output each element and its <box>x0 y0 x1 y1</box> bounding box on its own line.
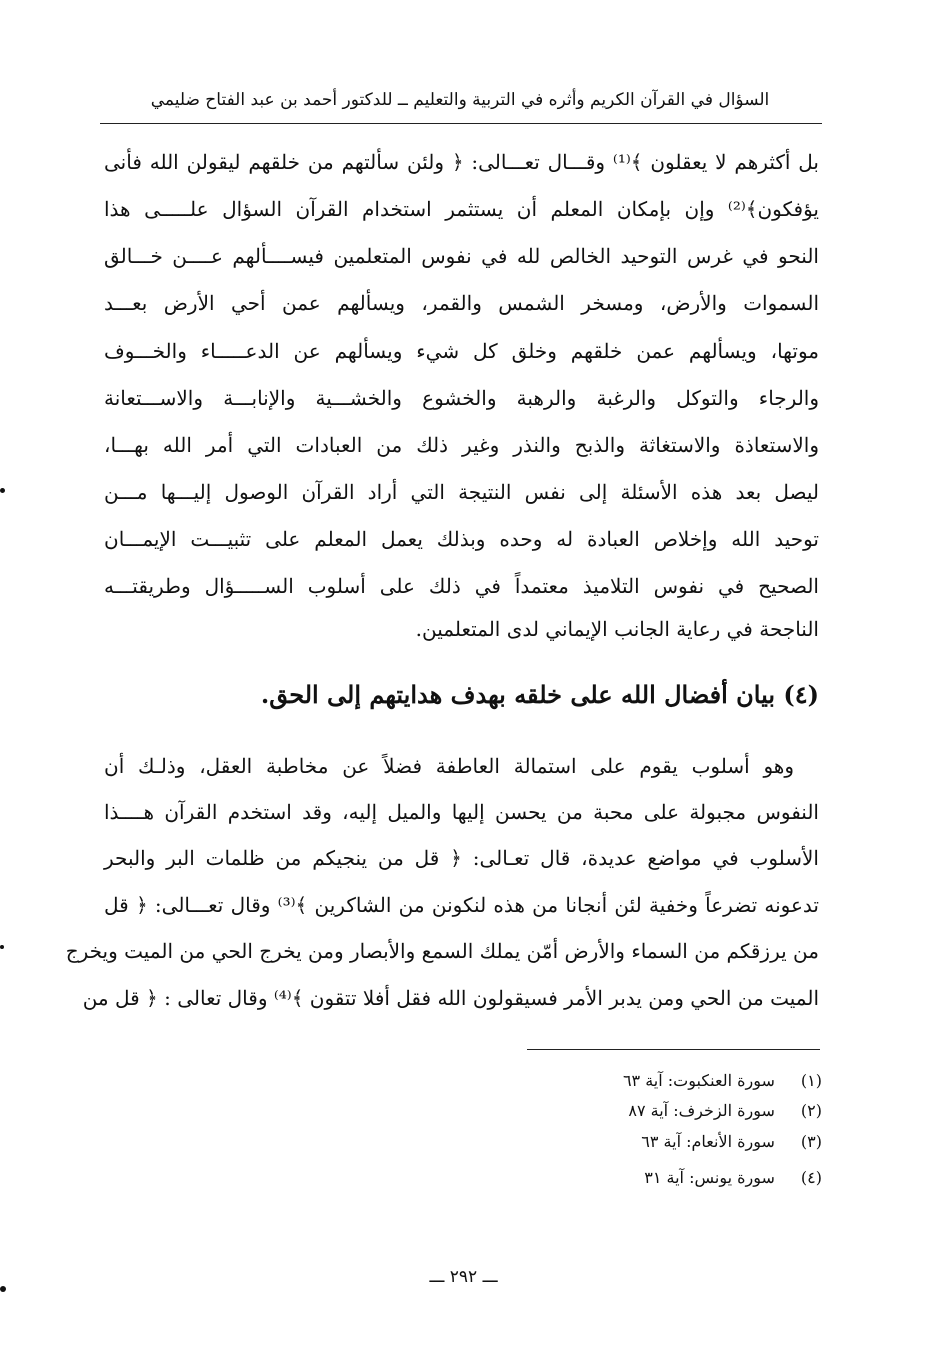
footnote-number: (٤) <box>800 1168 822 1187</box>
body-line: والاستعاذة والاستغاثة والذبح والنذر وغير ذلك من العبادات التي أمر الله بهـــا، <box>104 433 819 457</box>
body-line: النحو في غرس التوحيد الخالص لله في نفوس المتعلمين فيســــألهم عــــن خـــالق <box>104 244 819 268</box>
footnote <box>492 1163 822 1193</box>
scan-speck <box>0 1286 6 1292</box>
page-number: ـــ ٢٩٢ ـــ <box>429 1267 498 1287</box>
scan-speck <box>0 488 5 493</box>
body-line: الصحيح في نفوس التلاميذ معتمداً في ذلك على أسلوب الســـــؤال وطريقتـــه <box>104 574 819 598</box>
body-line-indented: وهو أسلوب يقوم على استمالة العاطفة فضلاً عن مخاطبة العقل، وذلـك أن <box>104 754 794 778</box>
header-rule <box>100 123 822 124</box>
footnote-rule <box>527 1049 820 1050</box>
body-line: بل أكثرهم لا يعقلون ﴾⁽¹⁾ وقـــال تعـــالى: ﴿ ولئن سألتهم من خلقهم ليقولن الله فأنى <box>104 150 819 174</box>
footnote-number: (٣) <box>800 1132 822 1151</box>
body-line: الميت من الحي ومن يدبر الأمر فسيقولون الله فقل أفلا تتقون ﴾⁽⁴⁾ وقال تعالى : ﴿ قل من <box>82 986 819 1010</box>
body-line: توحيد الله وإخلاص العبادة له وحده وبذلك يعمل المعلم على تثبيـــت الإيمـــان <box>104 527 819 551</box>
footnote-number: (٢) <box>800 1101 822 1120</box>
footnote-text: سورة الزخرف: آية ٨٧ <box>628 1101 775 1120</box>
footnote-number: (١) <box>800 1071 822 1090</box>
body-line: الناجحة في رعاية الجانب الإيماني لدى المتعلمين. <box>415 617 819 641</box>
body-line: موتها، ويسألهم عمن خلقهم وخلق كل شيء ويسألهم عن الدعـــــاء والخـــوف <box>104 339 819 363</box>
footnote <box>492 1096 822 1126</box>
body-line: ليصل بعد هذه الأسئلة إلى نفس النتيجة التي أراد القرآن الوصول إليـــها مـــن <box>104 480 819 504</box>
scan-speck <box>0 945 4 949</box>
section-heading: (٤) بيان أفضال الله على خلقه بهدف هدايتهم إلى الحق. <box>260 680 819 709</box>
footnote-text: سورة يونس: آية ٣١ <box>644 1168 775 1187</box>
running-header: السؤال في القرآن الكريم وأثره في التربية والتعليم ــ للدكتور أحمد بن عبد الفتاح ضليمي <box>150 90 770 110</box>
body-line: السموات والأرض، ومسخر الشمس والقمر، ويسألهم عمن أحي الأرض بعـــد <box>104 291 819 315</box>
footnote <box>492 1127 822 1157</box>
footnote-text: سورة الأنعام: آية ٦٣ <box>641 1132 775 1151</box>
body-line: تدعونه تضرعاً وخفية لئن أنجانا من هذه لنكونن من الشاكرين ﴾⁽³⁾ وقال تعـــالى: ﴿ قل <box>104 893 820 917</box>
footnote-text: سورة العنكبوت: آية ٦٣ <box>622 1071 775 1090</box>
body-line: يؤفكون﴾⁽²⁾ وإن بإمكان المعلم أن يستثمر استخدام القرآن السؤال علـــــى هذا <box>104 197 819 221</box>
body-line: من يرزقكم من السماء والأرض أمّن يملك السمع والأبصار ومن يخرج الحي من الميت ويخرج <box>65 939 819 963</box>
footnote <box>492 1066 822 1096</box>
body-line: الأسلوب في مواضع عديدة، قال تعـالى: ﴿ قل من ينجيكم من ظلمات البر والبحر <box>104 846 819 870</box>
body-line: والرجاء والتوكل والرغبة والرهبة والخشوع والخشـــية والإنابـــة والاســـتعانة <box>104 386 819 410</box>
body-line: النفوس مجبولة على محبة من يحسن إليها والميل إليه، وقد استخدم القرآن هــــذا <box>104 800 819 824</box>
